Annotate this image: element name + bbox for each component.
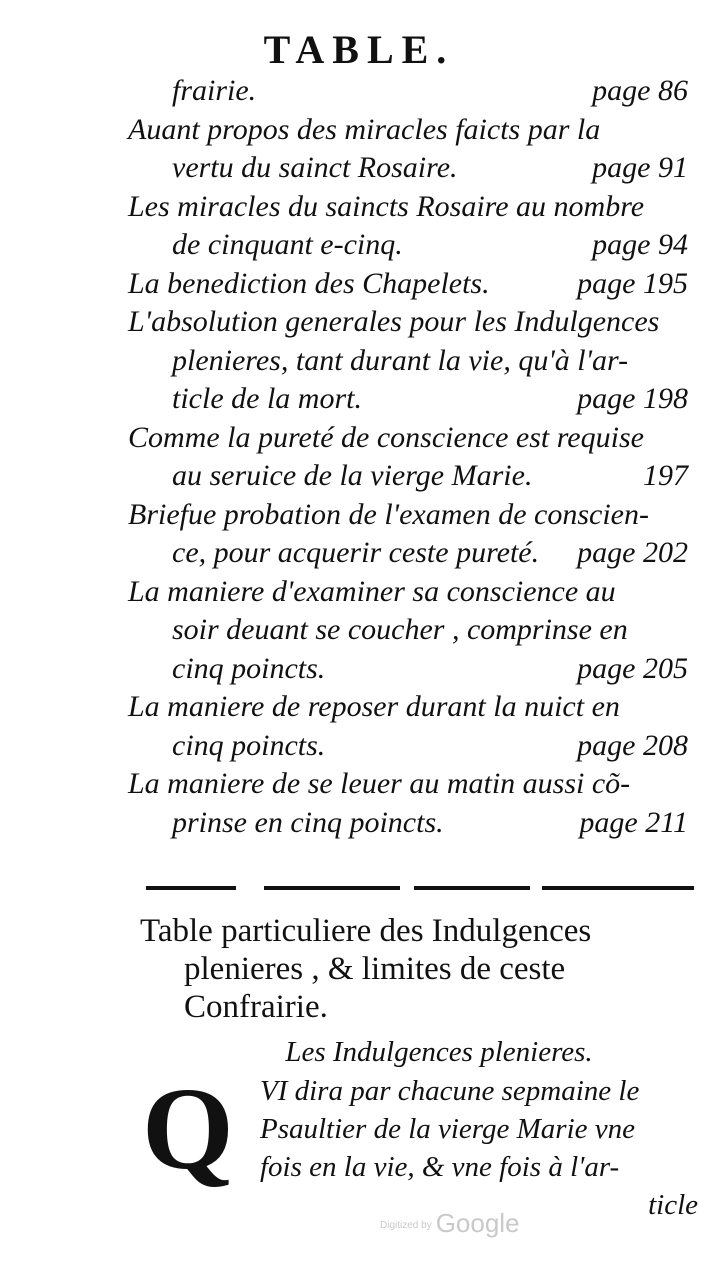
rule-segment [264,886,400,890]
toc-entry-line [128,457,688,496]
toc-entry-line [128,534,688,573]
toc-page-ref: page 208 [577,728,688,762]
toc-entry-text: frairie. [172,74,257,107]
toc-entry [128,111,688,188]
toc-entry-line [128,611,688,650]
toc-entry-text: prinse en cinq poincts. [172,805,444,839]
watermark-brand: Google [435,1208,520,1238]
toc-page-ref: 197 [643,459,688,492]
toc-page-ref: page 195 [577,266,688,300]
toc-entry-line [128,149,688,188]
toc-entry-text: La benediction des Chapelets. [128,266,490,300]
running-title: TABLE. [263,27,455,72]
toc-entry [128,188,688,265]
toc-entry [128,303,688,419]
toc-entry-text: Auant propos des miracles faicts par la [128,112,601,146]
toc-page-ref: page 205 [577,651,688,685]
toc-entry-text: La maniere d'examiner sa conscience au [128,574,616,608]
toc-entry-line [128,380,688,419]
toc-entry [128,496,688,573]
toc-entry [128,265,688,304]
toc-entry-text: Comme la pureté de conscience est requise [128,420,644,454]
toc-page-ref: page 91 [592,151,688,184]
toc-entry-text: L'absolution generales pour les Indulgences [128,305,660,338]
paragraph-line: Psaultier de la vierge Marie vne [260,1113,636,1145]
toc-entry-line [128,303,688,342]
paragraph-line: fois en la vie, & vne fois à l'ar- [260,1151,620,1183]
toc-entry [128,573,688,689]
toc-entry-text: au seruice de la vierge Marie. [172,459,533,492]
paragraph-line: VI dira par chacune sepmaine le [260,1075,640,1107]
toc-entry [128,72,688,111]
paragraph-lines [260,1072,698,1224]
toc-page-ref: page 211 [579,805,688,839]
toc-entry-text: ticle de la mort. [172,382,362,415]
toc-page-ref: page 198 [577,382,688,415]
toc-entry-line [128,727,688,766]
toc-entry-text: vertu du sainct Rosaire. [172,151,458,184]
rule-segment [542,886,694,890]
section-title-line: Confrairie. [184,989,328,1025]
section-title-line: Table particuliere des Indulgences [140,913,592,949]
catchword: ticle [648,1189,698,1221]
watermark-prefix: Digitized by [380,1220,432,1231]
toc-entry-text: Briefue probation de l'examen de conscien- [128,497,649,531]
toc-entry-line [128,265,688,304]
toc-entry-text: La maniere de reposer durant la nuict en [128,690,620,723]
section-title-line: plenieres , & limites de ceste [184,951,566,987]
indulgences-section [140,912,698,1069]
toc-entry-text: ce, pour acquerir ceste pureté. [172,536,540,569]
toc-page-ref: page 202 [577,536,688,569]
toc-entry-line [128,688,688,727]
toc-entry-text: plenieres, tant durant la vie, qu'à l'ar- [172,343,629,377]
toc-entry-line [128,188,688,227]
ornamental-rule [146,883,694,893]
toc-entry-line [128,342,688,381]
toc-entry-line [128,226,688,265]
toc-entry-text: La maniere de se leuer au matin aussi cõ- [128,767,631,800]
toc-entry-text: cinq poincts. [172,651,326,685]
toc-entry [128,765,688,842]
toc-entry-text: Les miracles du saincts Rosaire au nombre [128,189,645,223]
body-paragraph [142,1063,698,1230]
toc-entry-line [128,419,688,458]
toc-entry-text: cinq poincts. [172,728,326,762]
toc-entry-line [128,72,688,111]
toc-entry-text: soir deuant se coucher , comprinse en [172,613,628,646]
drop-capital: Q [142,1063,234,1194]
toc-entry [128,419,688,496]
toc-entry-line [128,111,688,150]
toc-entry-line [128,765,688,804]
toc-entry-line [128,573,688,612]
section-subheading: Les Indulgences plenieres. [285,1036,593,1068]
toc-page-ref: page 94 [592,228,688,261]
digitization-watermark [380,1208,520,1239]
section-title [140,912,698,1026]
table-of-contents [128,72,688,842]
rule-segment [414,886,530,890]
toc-entry-line [128,496,688,535]
toc-entry [128,688,688,765]
toc-entry-line [128,804,688,843]
toc-entry-line [128,650,688,689]
rule-segment [146,886,236,890]
toc-entry-text: de cinquant e-cinq. [172,228,403,261]
toc-page-ref: page 86 [592,74,688,107]
